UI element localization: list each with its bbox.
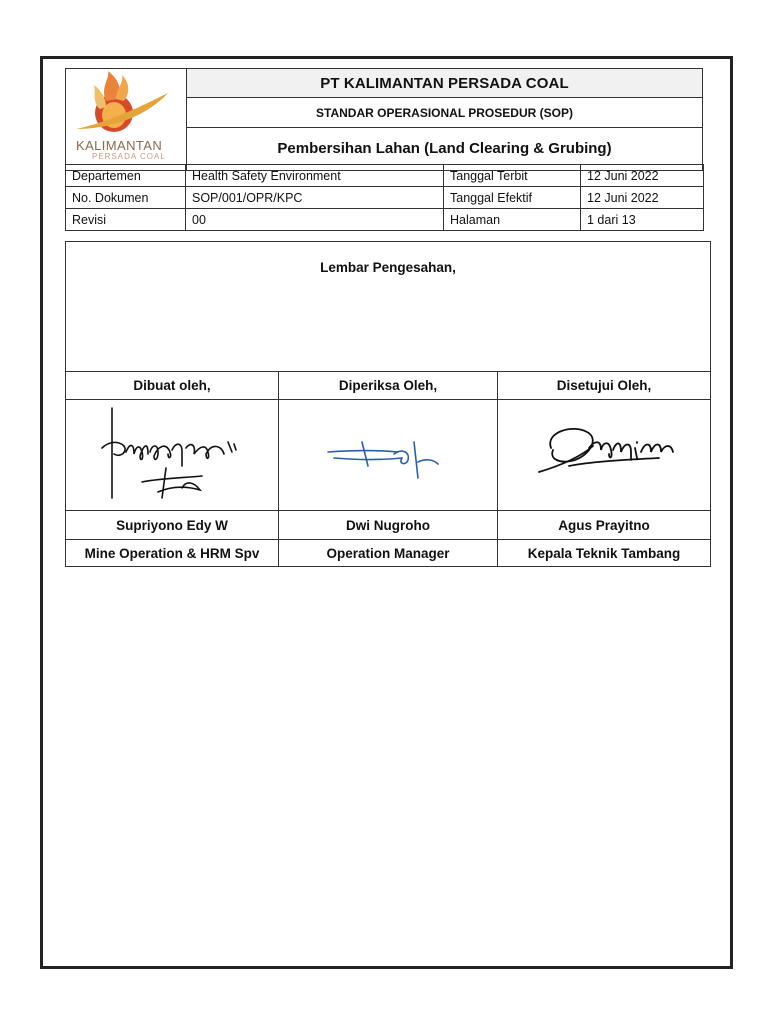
meta-value: Health Safety Environment xyxy=(186,165,444,187)
meta-value: 12 Juni 2022 xyxy=(581,187,704,209)
signature-cell-prepared xyxy=(66,400,279,511)
signer-position: Kepala Teknik Tambang xyxy=(498,540,711,567)
meta-value: 00 xyxy=(186,209,444,231)
prepared-by-label: Dibuat oleh, xyxy=(66,372,279,400)
approval-table xyxy=(65,241,711,567)
signature-cell-approved xyxy=(498,400,711,511)
signature-supriyono-icon xyxy=(82,402,262,508)
document-header xyxy=(65,68,703,171)
signer-name: Dwi Nugroho xyxy=(279,511,498,540)
approval-heading: Lembar Pengesahan, xyxy=(66,242,711,372)
logo-wordmark: KALIMANTAN xyxy=(76,138,163,153)
signer-position: Operation Manager xyxy=(279,540,498,567)
meta-label: Tanggal Terbit xyxy=(444,165,581,187)
signature-cell-checked xyxy=(279,400,498,511)
checked-by-label: Diperiksa Oleh, xyxy=(279,372,498,400)
signature-agus-icon xyxy=(509,402,699,508)
table-row xyxy=(66,165,704,187)
meta-label: Revisi xyxy=(66,209,186,231)
signer-name: Supriyono Edy W xyxy=(66,511,279,540)
company-name: PT KALIMANTAN PERSADA COAL xyxy=(187,69,703,98)
signature-dwi-icon xyxy=(298,402,478,508)
signer-position: Mine Operation & HRM Spv xyxy=(66,540,279,567)
document-meta-table xyxy=(65,164,704,231)
document-type: STANDAR OPERASIONAL PROSEDUR (SOP) xyxy=(187,98,703,127)
meta-label: No. Dokumen xyxy=(66,187,186,209)
company-logo xyxy=(66,69,187,171)
meta-value: 1 dari 13 xyxy=(581,209,704,231)
meta-label: Tanggal Efektif xyxy=(444,187,581,209)
logo-subtitle: PERSADA COAL xyxy=(92,152,166,161)
table-row xyxy=(66,209,704,231)
approved-by-label: Disetujui Oleh, xyxy=(498,372,711,400)
meta-label: Departemen xyxy=(66,165,186,187)
meta-value: SOP/001/OPR/KPC xyxy=(186,187,444,209)
table-row xyxy=(66,187,704,209)
document-title: Pembersihan Lahan (Land Clearing & Grubing) xyxy=(187,127,703,170)
meta-value: 12 Juni 2022 xyxy=(581,165,704,187)
meta-label: Halaman xyxy=(444,209,581,231)
signer-name: Agus Prayitno xyxy=(498,511,711,540)
